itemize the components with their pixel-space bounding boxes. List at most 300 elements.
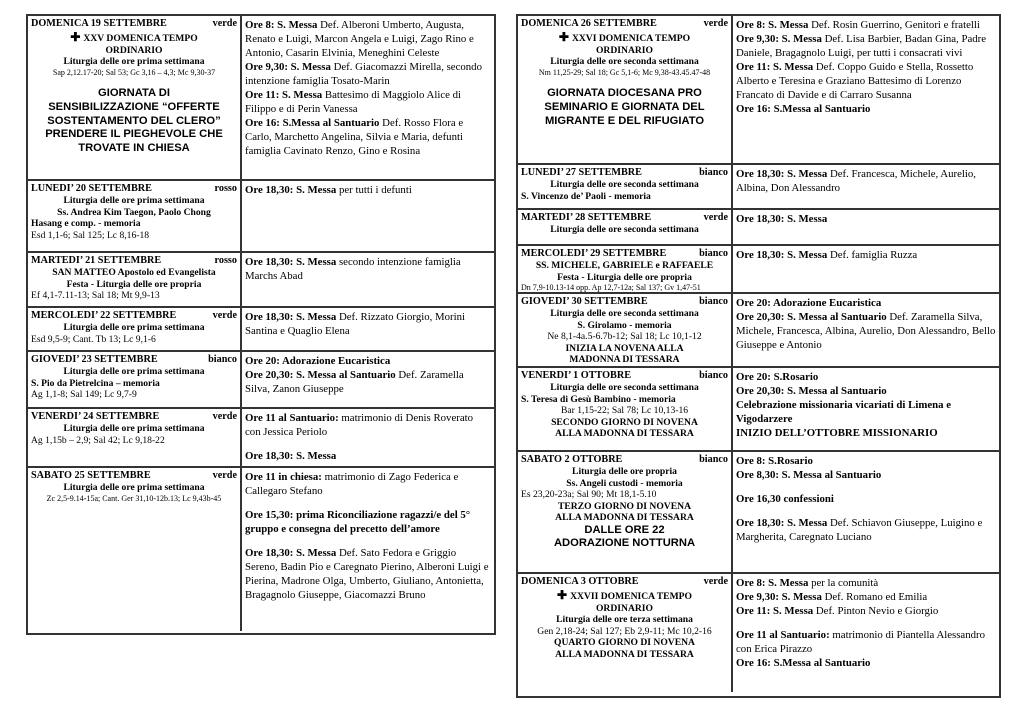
mass-entry — [245, 546, 491, 602]
day-detail — [521, 466, 728, 478]
mass-time: Ore 18,30: S. Messa — [736, 517, 828, 530]
day-row — [518, 210, 999, 246]
day-detail — [31, 435, 237, 447]
day-detail-text: Festa - Liturgia delle ore propria — [557, 271, 692, 283]
day-detail-text: ALLA MADONNA DI TESSARA — [555, 428, 694, 440]
spacer — [245, 439, 491, 449]
readings-text — [31, 494, 237, 504]
day-date: GIOVEDI’ 30 SETTEMBRE — [521, 296, 648, 307]
day-row — [28, 16, 494, 181]
mass-entry — [245, 449, 491, 463]
mass-intention: matrimonio di Denis Roverato con Jessica Periolo — [245, 412, 474, 439]
notice-text — [521, 524, 728, 538]
mass-time: Ore 20,30: S. Messa al Santuario — [736, 311, 887, 324]
spacer — [245, 498, 491, 508]
day-detail-text: ORDINARIO — [595, 44, 654, 56]
mass-entry — [245, 183, 491, 197]
day-detail-text: Liturgia delle ore prima settimana — [63, 482, 205, 494]
mass-intention: per la comunità — [808, 577, 879, 589]
day-detail — [521, 30, 728, 45]
day-row — [28, 468, 494, 631]
day-detail — [521, 56, 728, 68]
day-detail-text: Sap 2,12.17-20; Sal 53; Gc 3,16 – 4,3; Mc 9,30-37 — [52, 67, 216, 77]
day-detail — [521, 478, 728, 490]
mass-entry — [245, 60, 491, 88]
day-detail — [31, 279, 237, 291]
mass-time: INIZIO DELL’OTTOBRE MISSIONARIO — [736, 427, 938, 440]
day-heading — [31, 183, 237, 195]
day-detail-text: Hasang e comp. - memoria — [31, 218, 141, 230]
day-row — [518, 165, 999, 210]
mass-time: Ore 18,30: S. Messa — [245, 184, 337, 196]
day-detail — [31, 56, 237, 68]
day-row — [28, 409, 494, 468]
day-detail-text: Liturgia delle ore propria — [572, 466, 677, 478]
day-date: SABATO 2 OTTOBRE — [521, 454, 623, 465]
day-heading — [31, 411, 237, 423]
mass-time: Ore 18,30: S. Messa — [736, 213, 828, 225]
mass-time: Celebrazione missionaria vicariati di Limena e Vigodarzere — [736, 399, 952, 426]
day-detail-text: INIZIA LA NOVENA ALLA — [565, 342, 684, 354]
day-detail-text: S. Pio da Pietrelcina – memoria — [31, 377, 160, 389]
day-detail — [31, 334, 237, 346]
mass-time: Ore 11 in chiesa: — [245, 471, 322, 483]
day-detail-text: Liturgia delle ore prima settimana — [63, 322, 205, 334]
day-heading — [521, 18, 728, 30]
day-detail — [31, 389, 237, 401]
mass-time: Ore 20: Adorazione Eucaristica — [736, 297, 882, 309]
mass-entry — [736, 492, 996, 506]
mass-time: Ore 11 al Santuario: — [245, 412, 339, 424]
mass-time: Ore 11: S. Messa — [736, 605, 814, 618]
day-detail-text: ALLA MADONNA DI TESSARA — [555, 512, 694, 524]
day-detail-text: S. Teresa di Gesù Bambino - memoria — [521, 393, 676, 405]
day-info-cell — [28, 409, 242, 466]
day-detail-text: Liturgia delle ore terza settimana — [556, 614, 693, 626]
day-detail-text: Ss. Angeli custodi - memoria — [566, 477, 683, 489]
day-detail — [521, 512, 728, 524]
spacer — [521, 77, 728, 87]
day-detail-text: XXV DOMENICA TEMPO — [83, 33, 198, 45]
day-detail-text: Liturgia delle ore prima settimana — [63, 56, 205, 68]
liturgical-color: verde — [212, 310, 237, 321]
day-date: MERCOLEDI’ 29 SETTEMBRE — [521, 248, 667, 259]
liturgical-color: bianco — [699, 454, 728, 465]
day-detail-text: MIGRANTE E DEL RIFUGIATO — [544, 114, 705, 127]
day-detail — [521, 501, 728, 513]
spacer — [31, 77, 237, 87]
day-detail-text: SAN MATTEO Apostolo ed Evangelista — [52, 267, 216, 279]
day-date: SABATO 25 SETTEMBRE — [31, 470, 151, 481]
day-detail — [31, 482, 237, 494]
day-detail-text: SEMINARIO E GIORNATA DEL — [544, 100, 705, 113]
mass-time: Ore 9,30: S. Messa — [245, 61, 331, 74]
day-detail-text: XXVII DOMENICA TEMPO — [570, 591, 692, 603]
mass-intention: Def. Schiavon Giuseppe, Luigino e Margherita, Caregnato Luciano — [736, 517, 983, 544]
cross-icon: ✚ — [70, 30, 84, 45]
day-detail-text: QUARTO GIORNO DI NOVENA — [553, 637, 695, 649]
liturgical-color: bianco — [699, 167, 728, 178]
day-detail-text: XXVI DOMENICA TEMPO — [571, 33, 691, 45]
mass-intention: secondo intenzione famiglia Marchs Abad — [245, 256, 461, 283]
day-detail-text: ADORAZIONE NOTTURNA — [553, 537, 696, 550]
mass-time: Ore 8: S. Messa — [245, 19, 318, 31]
day-detail-text: Liturgia delle ore prima settimana — [63, 423, 205, 435]
day-detail-text: GIORNATA DIOCESANA PRO — [547, 87, 702, 100]
day-heading — [521, 248, 728, 260]
day-row — [518, 16, 999, 165]
cross-icon: ✚ — [558, 30, 572, 45]
day-detail — [31, 30, 237, 45]
mass-time: Ore 8: S. Messa — [736, 577, 809, 589]
day-detail — [31, 45, 237, 57]
mass-entry — [736, 60, 996, 102]
day-detail — [31, 230, 237, 242]
day-heading — [521, 167, 728, 179]
day-detail-text: Liturgia delle ore seconda settimana — [550, 382, 699, 394]
mass-time: Ore 8,30: S. Messa al Santuario — [736, 469, 882, 482]
notice-text — [31, 115, 237, 129]
day-heading — [31, 354, 237, 366]
day-detail — [521, 428, 728, 440]
mass-intention: Battesimo di Maggiolo Alice di Filippo e di Perin Vanessa — [245, 89, 462, 116]
day-detail — [521, 649, 728, 661]
mass-intention: Def. Coppo Guido e Stella, Rossetto Alberto e Teresina e Graziano Battesimo di Lorenzo Francato di Davide e di Carraro Susanna — [736, 61, 974, 102]
readings-text — [31, 68, 237, 78]
mass-entry — [245, 255, 491, 283]
day-detail-text: GIORNATA DI — [98, 87, 170, 100]
mass-intention: matrimonio di Zago Federica e Callegaro Stefano — [245, 471, 459, 498]
mass-entry — [736, 167, 996, 195]
liturgical-color: bianco — [699, 248, 728, 259]
day-detail — [31, 267, 237, 279]
mass-time: Ore 11: S. Messa — [736, 61, 814, 74]
day-row — [518, 368, 999, 452]
mass-time: Ore 8: S. Messa — [736, 19, 809, 31]
day-detail — [31, 218, 237, 230]
day-detail-text: PRENDERE IL PIEGHEVOLE CHE — [45, 128, 223, 141]
mass-entry — [736, 454, 996, 468]
day-detail-text: Es 23,20-23a; Sal 90; Mt 18,1-5.10 — [521, 489, 657, 501]
mass-entry — [736, 656, 996, 670]
day-info-cell — [518, 246, 733, 292]
day-info-cell — [518, 574, 733, 692]
mass-entry — [245, 508, 491, 536]
mass-time: Ore 16: S.Messa al Santuario — [736, 103, 871, 116]
mass-entry — [736, 310, 996, 352]
mass-time: Ore 18,30: S. Messa — [736, 249, 828, 261]
mass-entry — [736, 370, 996, 384]
day-row — [518, 294, 999, 368]
day-detail — [31, 423, 237, 435]
mass-intention: matrimonio di Piantella Alessandro con Erica Pirazzo — [736, 629, 986, 656]
mass-schedule-cell — [733, 452, 999, 572]
day-heading — [521, 454, 728, 466]
day-info-cell — [28, 253, 242, 306]
day-detail-text: Bar 1,15-22; Sal 78; Lc 10,13-16 — [560, 405, 689, 417]
day-detail — [521, 417, 728, 429]
day-date: LUNEDI’ 27 SETTEMBRE — [521, 167, 642, 178]
mass-schedule-cell — [242, 16, 494, 179]
day-detail-text: Ne 8,1-4a.5-6.7b-12; Sal 18; Lc 10,1-12 — [547, 331, 702, 343]
day-detail — [31, 378, 237, 390]
day-info-cell — [28, 16, 242, 179]
mass-entry — [736, 18, 996, 32]
mass-intention: Def. Romano ed Emilia — [821, 591, 928, 604]
mass-time: Ore 18,30: S. Messa — [736, 168, 828, 180]
mass-intention: Def. Giacomazzi Mirella, secondo intenzione famiglia Tosato-Marin — [245, 61, 482, 88]
day-detail — [521, 320, 728, 332]
mass-time: Ore 9,30: S. Messa — [736, 33, 822, 46]
day-heading — [521, 576, 728, 588]
mass-intention: Def. Sato Fedora e Griggio Sereno, Badin Pio e Caregnato Pierino, Alberoni Luigi e Pierina, Madrone Olga, Umberto, Giuliano, Antonietta, Bragagnolo Giuseppe, Giacomazzi Bruno — [245, 547, 489, 602]
mass-schedule-cell — [733, 16, 999, 163]
day-date: GIOVEDI’ 23 SETTEMBRE — [31, 354, 158, 365]
notice-text — [521, 101, 728, 115]
mass-time: Ore 20,30: S. Messa al Santuario — [245, 369, 396, 382]
mass-intention: Def. Zaramella Silva, Zanon Giuseppe — [245, 369, 464, 396]
notice-text — [521, 537, 728, 551]
mass-time: Ore 11: S. Messa — [245, 89, 323, 102]
day-detail — [521, 394, 728, 406]
liturgical-color: verde — [212, 470, 237, 481]
day-date: MERCOLEDI’ 22 SETTEMBRE — [31, 310, 177, 321]
mass-schedule-cell — [733, 294, 999, 366]
day-row — [28, 181, 494, 253]
day-detail-text: Esd 1,1-6; Sal 125; Lc 8,16-18 — [31, 229, 150, 241]
day-detail-text: SECONDO GIORNO DI NOVENA — [551, 416, 698, 428]
mass-intention: Def. Alberoni Umberto, Augusta, Renato e Luigi, Marcon Angela e Luigi, Zago Rino e Antonio, Casarin Elvinia, Meneghini Celeste — [245, 19, 474, 60]
day-detail-text: Ag 1,15b – 2,9; Sal 42; Lc 9,18-22 — [31, 434, 165, 446]
day-detail-text: Liturgia delle ore seconda settimana — [550, 56, 699, 68]
mass-entry — [736, 398, 996, 426]
liturgical-color: verde — [212, 18, 237, 29]
notice-text — [31, 87, 237, 101]
day-detail-text: Ef 4,1-7.11-13; Sal 18; Mt 9,9-13 — [31, 290, 160, 302]
mass-schedule-cell — [242, 468, 494, 631]
liturgical-color: verde — [212, 411, 237, 422]
mass-intention: Def. famiglia Ruzza — [827, 249, 918, 261]
mass-schedule-cell — [242, 308, 494, 350]
liturgical-color: bianco — [699, 370, 728, 381]
mass-time: Ore 16: S.Messa al Santuario — [736, 657, 871, 670]
day-heading — [31, 470, 237, 482]
day-detail — [31, 207, 237, 219]
mass-intention: Def. Rizzato Giorgio, Morini Santina e Quaglio Elena — [245, 311, 466, 338]
mass-time: Ore 16: S.Messa al Santuario — [245, 117, 380, 130]
liturgical-color: rosso — [214, 183, 237, 194]
mass-entry — [245, 354, 491, 368]
day-detail — [31, 290, 237, 302]
day-date: DOMENICA 19 SETTEMBRE — [31, 18, 167, 29]
day-detail — [521, 637, 728, 649]
day-row — [28, 352, 494, 409]
day-detail — [521, 260, 728, 272]
mass-entry — [245, 88, 491, 116]
mass-intention: per tutti i defunti — [336, 184, 412, 196]
mass-time: Ore 20,30: S. Messa al Santuario — [736, 385, 887, 398]
day-detail — [521, 343, 728, 355]
mass-schedule-cell — [733, 246, 999, 292]
mass-time: Ore 18,30: S. Messa — [245, 547, 337, 560]
mass-entry — [736, 590, 996, 604]
notice-text — [31, 128, 237, 142]
day-detail-text: Zc 2,5-9.14-15a; Cant. Ger 31,10-12b.13; Lc 9,43b-45 — [46, 493, 222, 503]
day-row — [28, 308, 494, 352]
day-detail-text: Liturgia delle ore prima settimana — [63, 366, 205, 378]
mass-intention: Def. Rosin Guerrino, Genitori e fratelli — [808, 19, 980, 31]
mass-entry — [736, 426, 996, 440]
liturgical-color: bianco — [208, 354, 237, 365]
day-detail-text: Liturgia delle ore seconda settimana — [550, 179, 699, 191]
day-detail — [521, 588, 728, 603]
mass-entry — [736, 384, 996, 398]
day-detail-text: SENSIBILIZZAZIONE “OFFERTE — [48, 100, 220, 113]
day-info-cell — [28, 352, 242, 407]
day-detail-text: Esd 9,5-9; Cant. Tb 13; Lc 9,1-6 — [31, 333, 156, 345]
mass-intention: Def. Francesca, Michele, Aurelio, Albina, Don Alessandro — [736, 168, 976, 195]
day-detail — [521, 382, 728, 394]
day-detail-text: Ag 1,1-8; Sal 149; Lc 9,7-9 — [31, 389, 137, 401]
day-detail-text: SS. MICHELE, GABRIELE e RAFFAELE — [535, 260, 714, 272]
day-detail — [521, 224, 728, 236]
day-date: MARTEDI’ 21 SETTEMBRE — [31, 255, 162, 266]
readings-text — [521, 68, 728, 78]
day-detail-text: Dn 7,9-10.13-14 opp. Ap 12,7-12a; Sal 137; Gv 1,47-51 — [521, 283, 701, 292]
mass-schedule-cell — [733, 165, 999, 208]
day-detail-text: SOSTENTAMENTO DEL CLERO” — [47, 114, 221, 127]
spacer — [245, 536, 491, 546]
mass-entry — [736, 296, 996, 310]
mass-time: Ore 18,30: S. Messa — [245, 450, 337, 463]
day-detail-text: S. Vincenzo de’ Paoli - memoria — [521, 190, 651, 202]
day-date: MARTEDI’ 28 SETTEMBRE — [521, 212, 652, 223]
day-detail — [521, 626, 728, 638]
spacer — [736, 618, 996, 628]
day-detail-text: Liturgia delle ore seconda settimana — [550, 308, 699, 320]
notice-text — [521, 115, 728, 129]
day-detail — [31, 366, 237, 378]
day-date: VENERDI’ 1 OTTOBRE — [521, 370, 632, 381]
day-detail — [521, 331, 728, 343]
mass-schedule-cell — [242, 253, 494, 306]
day-detail-text: ORDINARIO — [595, 602, 654, 614]
day-detail-text: Ss. Andrea Kim Taegon, Paolo Chong — [57, 206, 211, 218]
mass-time: Ore 11 al Santuario: — [736, 629, 830, 642]
mass-entry — [245, 368, 491, 396]
mass-entry — [736, 604, 996, 618]
mass-entry — [245, 470, 491, 498]
readings-text — [521, 283, 728, 292]
mass-entry — [245, 411, 491, 439]
mass-intention: Def. Lisa Barbier, Badan Gina, Padre Daniele, Bragagnolo Luigi, per tutti i consacrati vivi — [736, 33, 987, 60]
mass-schedule-cell — [733, 368, 999, 450]
day-detail-text: ORDINARIO — [105, 44, 163, 56]
day-date: VENERDI’ 24 SETTEMBRE — [31, 411, 160, 422]
day-detail-text: DALLE ORE 22 — [584, 523, 665, 536]
notice-text — [521, 87, 728, 101]
day-heading — [31, 310, 237, 322]
mass-time: Ore 16,30 confessioni — [736, 493, 834, 506]
day-detail — [521, 405, 728, 417]
mass-time: Ore 18,30: S. Messa — [245, 256, 337, 268]
day-detail-text: TROVATE IN CHIESA — [78, 141, 190, 154]
mass-entry — [736, 248, 996, 262]
day-detail — [521, 614, 728, 626]
notice-text — [31, 101, 237, 115]
day-info-cell — [518, 368, 733, 450]
day-heading — [31, 18, 237, 30]
day-detail-text: Festa - Liturgia delle ore propria — [66, 278, 202, 290]
day-detail-text: S. Girolamo - memoria — [577, 319, 672, 331]
mass-time: Ore 18,30: S. Messa — [245, 311, 337, 323]
day-info-cell — [518, 294, 733, 366]
day-row — [28, 253, 494, 308]
day-detail-text: ALLA MADONNA DI TESSARA — [555, 648, 694, 660]
day-info-cell — [518, 210, 733, 244]
day-info-cell — [518, 16, 733, 163]
mass-entry — [736, 576, 996, 590]
notice-text — [31, 142, 237, 156]
day-info-cell — [28, 181, 242, 251]
day-detail — [521, 354, 728, 366]
mass-schedule-cell — [242, 181, 494, 251]
day-detail-text: Gen 2,18-24; Sal 127; Eb 2,9-11; Mc 10,2-16 — [537, 625, 712, 637]
mass-schedule-cell — [733, 574, 999, 692]
liturgical-color: verde — [703, 576, 728, 587]
day-row — [518, 574, 999, 692]
right-schedule-column — [516, 14, 1001, 698]
mass-time: Ore 20: S.Rosario — [736, 371, 819, 383]
day-heading — [521, 370, 728, 382]
mass-schedule-cell — [733, 210, 999, 244]
day-detail — [521, 489, 728, 501]
day-detail — [31, 195, 237, 207]
day-detail — [521, 191, 728, 203]
day-detail — [521, 179, 728, 191]
day-row — [518, 246, 999, 294]
liturgical-color: verde — [703, 18, 728, 29]
day-row — [518, 452, 999, 574]
day-info-cell — [518, 165, 733, 208]
day-detail — [521, 45, 728, 57]
day-detail-text: Nm 11,25-29; Sal 18; Gc 5,1-6; Mc 9,38-43.45.47-48 — [538, 67, 711, 77]
mass-entry — [245, 310, 491, 338]
mass-schedule-cell — [242, 352, 494, 407]
day-detail — [31, 322, 237, 334]
mass-entry — [245, 116, 491, 158]
day-date: DOMENICA 3 OTTOBRE — [521, 576, 639, 587]
day-detail — [521, 603, 728, 615]
day-detail-text: Liturgia delle ore prima settimana — [63, 195, 205, 207]
mass-entry — [736, 468, 996, 482]
liturgical-color: rosso — [214, 255, 237, 266]
day-date: DOMENICA 26 SETTEMBRE — [521, 18, 657, 29]
day-detail-text: Liturgia delle ore seconda settimana — [550, 224, 699, 236]
day-detail-text: TERZO GIORNO DI NOVENA — [558, 500, 691, 512]
spacer — [736, 482, 996, 492]
mass-time: Ore 15,30: prima Riconciliazione ragazzi/e del 5° gruppo e consegna del precetto dell’amore — [245, 509, 471, 536]
mass-intention: Def. Rosso Flora e Carlo, Marchetto Angelina, Silvia e Maria, defunti famiglia Cavinato Renzo, Gino e Rosina — [245, 117, 464, 158]
day-detail — [521, 308, 728, 320]
day-heading — [31, 255, 237, 267]
cross-icon: ✚ — [557, 588, 571, 603]
day-info-cell — [28, 468, 242, 631]
mass-time: Ore 20: Adorazione Eucaristica — [245, 355, 391, 367]
liturgical-color: verde — [703, 212, 728, 223]
mass-intention: Def. Pinton Nevio e Giorgio — [813, 605, 939, 618]
day-date: LUNEDI’ 20 SETTEMBRE — [31, 183, 152, 194]
